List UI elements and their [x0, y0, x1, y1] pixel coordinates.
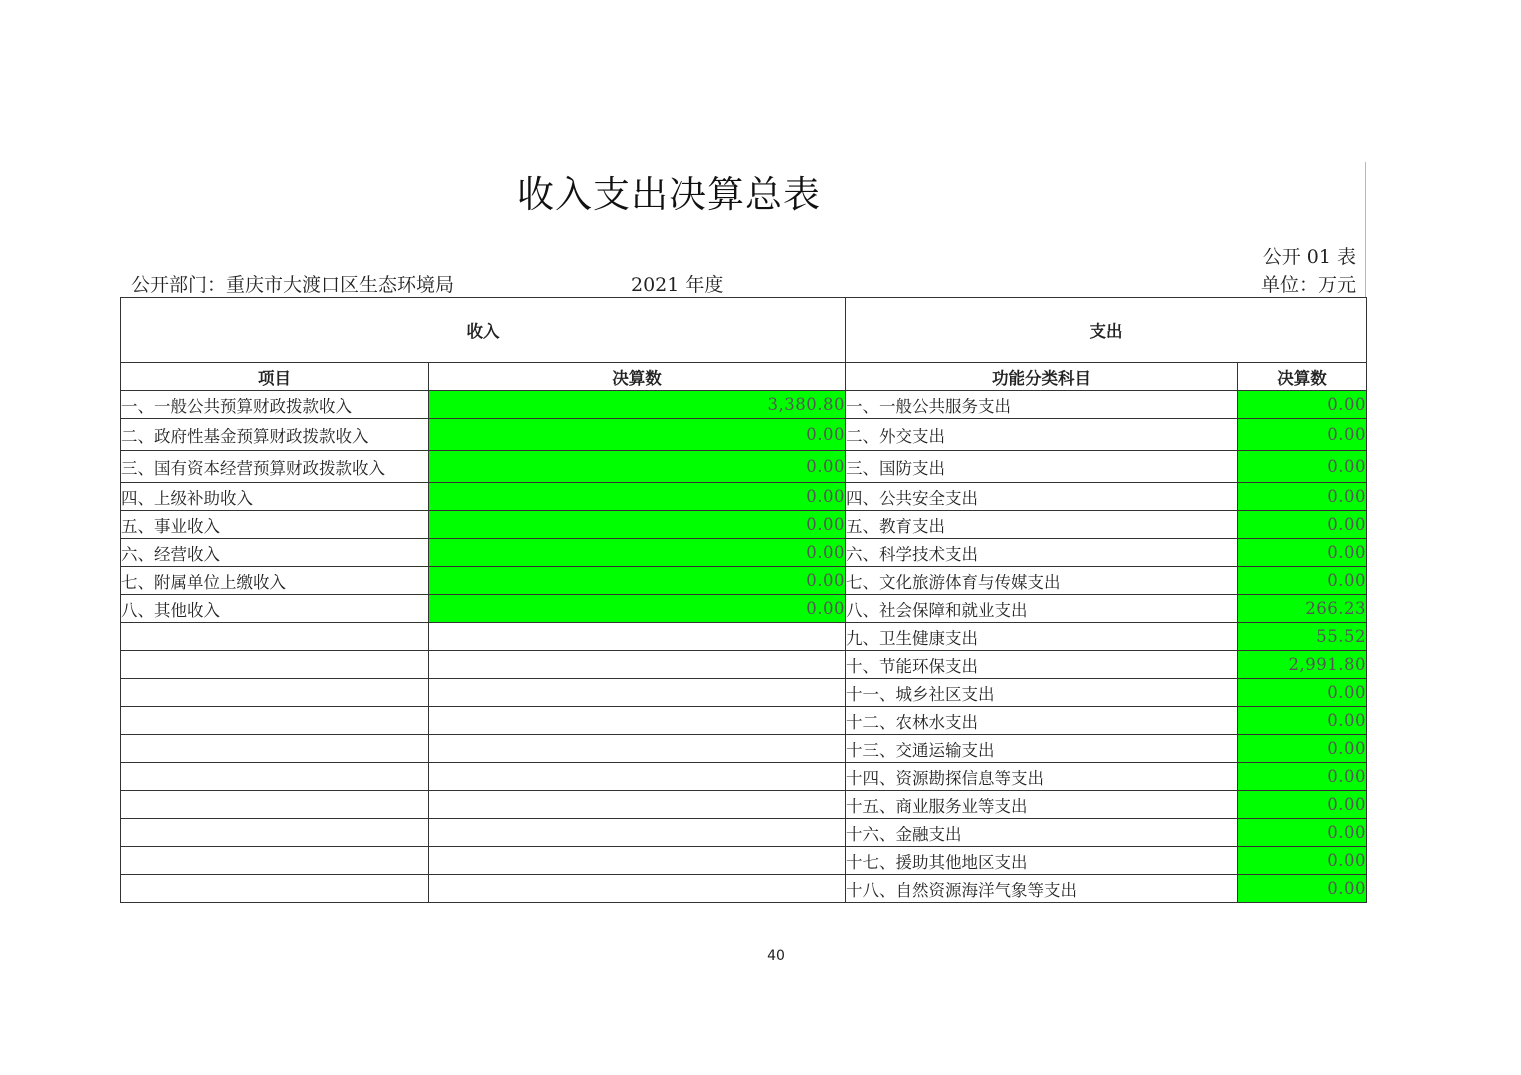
expense-item-cell: 八、社会保障和就业支出	[846, 595, 1238, 623]
income-item-cell: 三、国有资本经营预算财政拨款收入	[121, 451, 429, 483]
income-item-cell	[121, 623, 429, 651]
expense-amount-cell: 0.00	[1238, 539, 1367, 567]
income-amount-cell	[429, 623, 846, 651]
table-row	[121, 595, 1367, 623]
expense-header: 支出	[846, 298, 1367, 363]
income-amount-cell: 0.00	[429, 419, 846, 451]
department-label: 公开部门：重庆市大渡口区生态环境局	[131, 274, 455, 296]
expense-amount-cell: 266.23	[1238, 595, 1367, 623]
table-row	[121, 707, 1367, 735]
form-number: 公开 01 表	[1262, 246, 1356, 268]
expense-item-cell: 二、外交支出	[846, 419, 1238, 451]
income-amount-cell	[429, 847, 846, 875]
table-row	[121, 623, 1367, 651]
unit-label: 单位：万元	[1260, 274, 1356, 296]
expense-amount-cell: 55.52	[1238, 623, 1367, 651]
table-row	[121, 735, 1367, 763]
income-amount-cell: 0.00	[429, 567, 846, 595]
income-amount-cell: 0.00	[429, 595, 846, 623]
expense-item-cell: 四、公共安全支出	[846, 483, 1238, 511]
table-row	[121, 763, 1367, 791]
table-row	[121, 539, 1367, 567]
expense-amount-cell: 0.00	[1238, 707, 1367, 735]
column-header-row	[121, 363, 1367, 391]
expense-item-cell: 十二、农林水支出	[846, 707, 1238, 735]
expense-item-cell: 十三、交通运输支出	[846, 735, 1238, 763]
expense-item-column-header: 功能分类科目	[846, 363, 1238, 391]
table-row	[121, 651, 1367, 679]
income-item-cell: 一、一般公共预算财政拨款收入	[121, 391, 429, 419]
income-item-cell	[121, 651, 429, 679]
income-amount-cell: 3,380.80	[429, 391, 846, 419]
income-item-cell: 五、事业收入	[121, 511, 429, 539]
income-amount-cell	[429, 735, 846, 763]
expense-item-cell: 七、文化旅游体育与传媒支出	[846, 567, 1238, 595]
income-amount-column-header: 决算数	[429, 363, 846, 391]
table-row	[121, 511, 1367, 539]
expense-amount-cell: 0.00	[1238, 679, 1367, 707]
table-row	[121, 819, 1367, 847]
income-item-cell	[121, 679, 429, 707]
expense-item-cell: 十四、资源勘探信息等支出	[846, 763, 1238, 791]
expense-item-cell: 十七、援助其他地区支出	[846, 847, 1238, 875]
table-row	[121, 875, 1367, 903]
expense-amount-cell: 0.00	[1238, 567, 1367, 595]
expense-amount-cell: 0.00	[1238, 735, 1367, 763]
summary-table	[120, 297, 1367, 903]
income-item-cell: 八、其他收入	[121, 595, 429, 623]
expense-item-cell: 三、国防支出	[846, 451, 1238, 483]
expense-amount-cell: 0.00	[1238, 391, 1367, 419]
income-item-cell	[121, 875, 429, 903]
income-item-cell	[121, 791, 429, 819]
table-row	[121, 483, 1367, 511]
income-amount-cell	[429, 819, 846, 847]
expense-amount-cell: 0.00	[1238, 483, 1367, 511]
expense-item-cell: 十五、商业服务业等支出	[846, 791, 1238, 819]
expense-item-cell: 六、科学技术支出	[846, 539, 1238, 567]
expense-item-cell: 五、教育支出	[846, 511, 1238, 539]
expense-amount-column-header: 决算数	[1238, 363, 1367, 391]
expense-item-cell: 十八、自然资源海洋气象等支出	[846, 875, 1238, 903]
income-item-cell: 四、上级补助收入	[121, 483, 429, 511]
income-item-cell: 二、政府性基金预算财政拨款收入	[121, 419, 429, 451]
expense-item-cell: 十一、城乡社区支出	[846, 679, 1238, 707]
income-item-cell	[121, 763, 429, 791]
page-title: 收入支出决算总表	[517, 173, 821, 216]
income-item-cell	[121, 735, 429, 763]
income-amount-cell	[429, 679, 846, 707]
income-amount-cell	[429, 791, 846, 819]
right-margin-line	[1365, 162, 1366, 298]
table-row	[121, 847, 1367, 875]
income-item-cell: 六、经营收入	[121, 539, 429, 567]
income-item-cell	[121, 819, 429, 847]
expense-item-cell: 一、一般公共服务支出	[846, 391, 1238, 419]
table-row	[121, 679, 1367, 707]
income-amount-cell: 0.00	[429, 451, 846, 483]
expense-item-cell: 九、卫生健康支出	[846, 623, 1238, 651]
expense-amount-cell: 0.00	[1238, 791, 1367, 819]
page-number: 40	[767, 948, 785, 964]
income-amount-cell	[429, 651, 846, 679]
expense-amount-cell: 2,991.80	[1238, 651, 1367, 679]
income-amount-cell: 0.00	[429, 483, 846, 511]
income-item-column-header: 项目	[121, 363, 429, 391]
table-row	[121, 567, 1367, 595]
income-header: 收入	[121, 298, 846, 363]
income-amount-cell: 0.00	[429, 539, 846, 567]
expense-item-cell: 十六、金融支出	[846, 819, 1238, 847]
table-row	[121, 419, 1367, 451]
table-row	[121, 791, 1367, 819]
table-row	[121, 391, 1367, 419]
income-item-cell	[121, 707, 429, 735]
year-label: 2021 年度	[631, 274, 724, 296]
income-item-cell	[121, 847, 429, 875]
expense-amount-cell: 0.00	[1238, 875, 1367, 903]
income-item-cell: 七、附属单位上缴收入	[121, 567, 429, 595]
expense-item-cell: 十、节能环保支出	[846, 651, 1238, 679]
income-amount-cell	[429, 875, 846, 903]
table-row	[121, 451, 1367, 483]
expense-amount-cell: 0.00	[1238, 819, 1367, 847]
expense-amount-cell: 0.00	[1238, 847, 1367, 875]
section-header-row	[121, 298, 1367, 363]
expense-amount-cell: 0.00	[1238, 511, 1367, 539]
expense-amount-cell: 0.00	[1238, 419, 1367, 451]
income-amount-cell	[429, 763, 846, 791]
income-amount-cell	[429, 707, 846, 735]
expense-amount-cell: 0.00	[1238, 763, 1367, 791]
expense-amount-cell: 0.00	[1238, 451, 1367, 483]
income-amount-cell: 0.00	[429, 511, 846, 539]
